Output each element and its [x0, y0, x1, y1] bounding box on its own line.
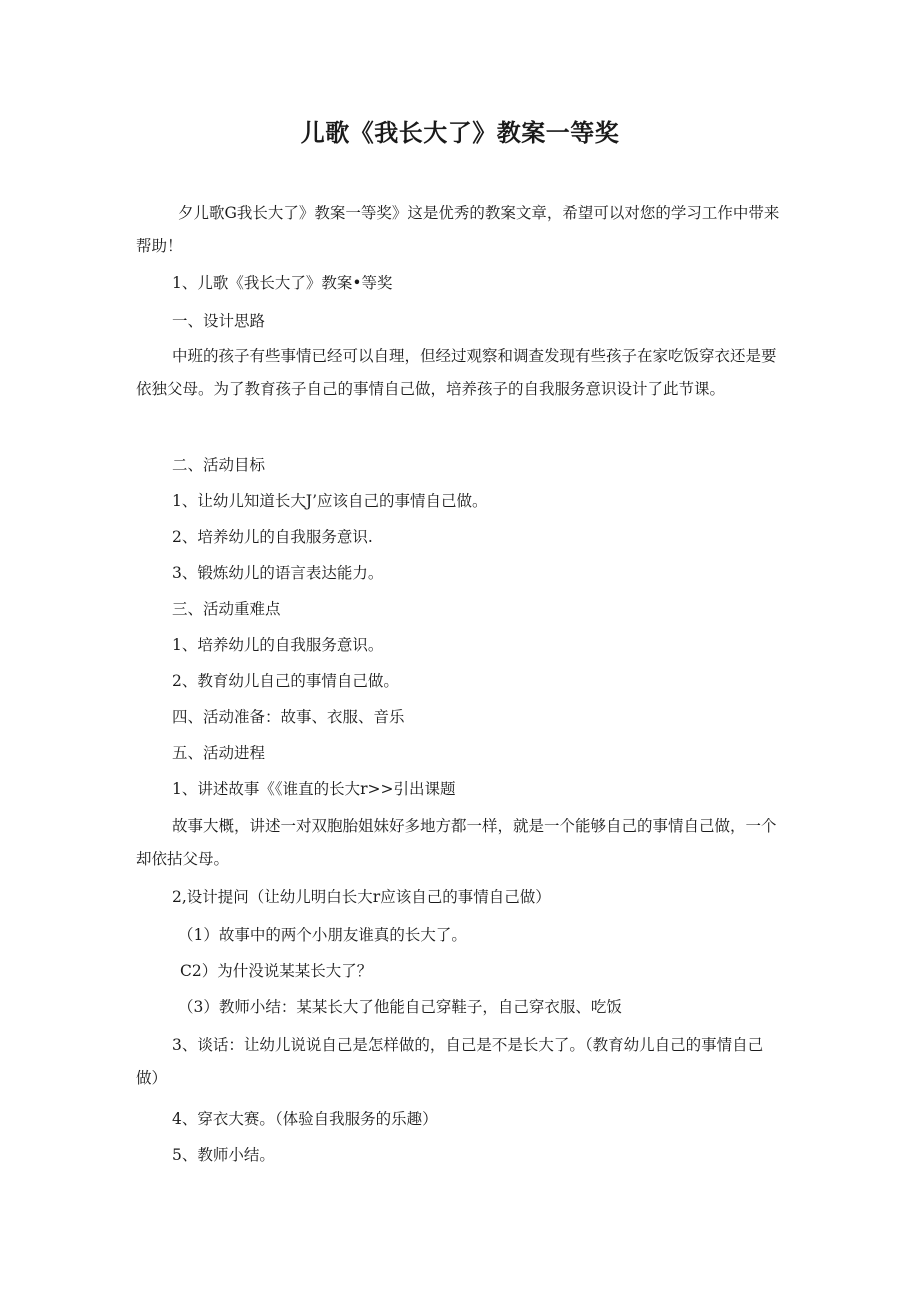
design-body: 中班的孩子有些事情已经可以自理，但经过观察和调查发现有些孩子在家吃饭穿衣还是要依独父母。为了教育孩子自己的事情自己做，培养孩子的自我服务意识设计了此节课。 [136, 347, 777, 398]
design-heading: 一、设计思路 [172, 312, 266, 330]
step-item: 4、穿衣大赛。（体验自我服务的乐趣） [172, 1110, 438, 1128]
goal-item: 2、培养幼儿的自我服务意识. [172, 528, 373, 546]
step-item: 3、谈话：让幼儿说说自己是怎样做的，自己是不是长大了。（教育幼儿自己的事情自己做） [136, 1036, 764, 1087]
question-item: C2）为什没说某某长大了？ [180, 962, 373, 980]
document-title: 儿歌《我长大了》教案一等奖 [300, 119, 620, 147]
process-heading: 五、活动进程 [172, 744, 266, 762]
step-item: 1、讲述故事《《谁直的长大r>>引出课题 [172, 780, 456, 798]
keypoint-item: 2、教育幼儿自己的事情自己做。 [172, 672, 399, 690]
step-body: 故事大概，讲述一对双胞胎姐妹好多地方都一样，就是一个能够自己的事情自己做，一个却依拈父母。 [136, 817, 777, 868]
step-item: 2,设计提问（让幼儿明白长大r应该自己的事情自己做） [172, 888, 551, 906]
intro-paragraph: 夕儿歌G我长大了》教案一等奖》这是优秀的教案文章，希望可以对您的学习工作中带来帮助！ [136, 204, 780, 255]
goals-heading: 二、活动目标 [172, 456, 266, 474]
keypoint-item: 1、培养幼儿的自我服务意识。 [172, 636, 384, 654]
question-item: （3）教师小结：某某长大了他能自己穿鞋子，自己穿衣服、吃饭 [178, 998, 622, 1016]
keypoints-heading: 三、活动重难点 [172, 600, 281, 618]
goal-item: 1、让幼儿知道长大J’应该自己的事情自己做。 [172, 492, 488, 510]
prep-heading: 四、活动准备：故事、衣服、音乐 [172, 708, 405, 726]
question-item: （1）故事中的两个小朋友谁真的长大了。 [178, 926, 467, 944]
section-heading: 1、儿歌《我长大了》教案•等奖 [172, 274, 393, 292]
step-item: 5、教师小结。 [172, 1146, 275, 1164]
goal-item: 3、锻炼幼儿的语言表达能力。 [172, 564, 384, 582]
